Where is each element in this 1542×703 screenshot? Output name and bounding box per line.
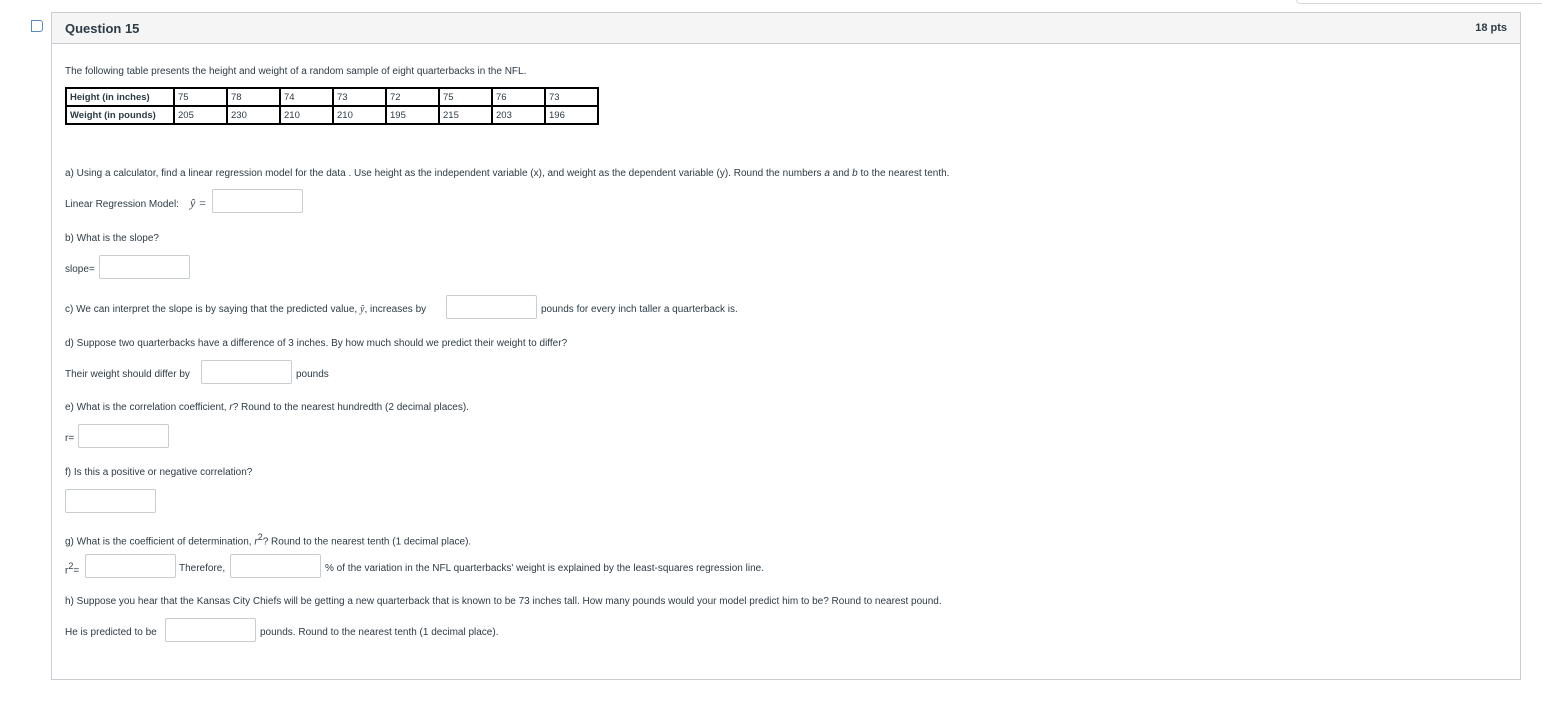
popup-edge	[1296, 0, 1542, 4]
yhat-symbol: ŷ	[359, 304, 365, 315]
part-a-text: to the nearest tenth.	[857, 168, 950, 179]
therefore-label: Therefore,	[179, 563, 226, 574]
table-cell: 73	[545, 88, 598, 106]
superscript-2: 2	[257, 532, 263, 542]
part-a-text: and	[829, 168, 853, 179]
part-e-text: e) What is the correlation coefficient,	[65, 402, 230, 413]
predicted-weight-input[interactable]	[165, 618, 256, 642]
question-card	[51, 12, 1521, 680]
r-squared-input[interactable]	[85, 554, 176, 578]
regression-model-input[interactable]	[212, 189, 303, 213]
variation-percent-input[interactable]	[230, 554, 321, 578]
intro-text: The following table presents the height and weight of a random sample of eight quarterbacks in the NFL.	[65, 66, 527, 77]
pounds-label: pounds	[296, 369, 329, 380]
slope-input[interactable]	[99, 255, 190, 279]
table-cell: 76	[492, 88, 545, 106]
data-table	[65, 87, 599, 125]
part-g-text: g) What is the coefficient of determination,	[65, 536, 255, 548]
table-cell: 73	[333, 88, 386, 106]
part-c-after: pounds for every inch taller a quarterback is.	[541, 304, 738, 315]
part-b-question: b) What is the slope?	[65, 233, 159, 244]
correlation-direction-input[interactable]	[65, 489, 156, 513]
table-cell: 203	[492, 106, 545, 124]
table-cell: 210	[333, 106, 386, 124]
table-cell: 230	[227, 106, 280, 124]
var-r: r	[254, 536, 258, 548]
table-cell: 75	[174, 88, 227, 106]
weight-differ-label: Their weight should differ by	[65, 369, 190, 380]
var-b: b	[852, 168, 858, 179]
table-cell: 215	[439, 106, 492, 124]
part-c-text: c) We can interpret the slope is by saying that the predicted value,	[65, 304, 360, 315]
bookmark-flag-icon[interactable]	[31, 20, 43, 32]
part-a-text: a) Using a calculator, find a linear regression model for the data . Use height as the independent variable (x), and weight as the dependent variable (y). Round the numbers	[65, 168, 825, 179]
r-label-text: r	[65, 565, 69, 577]
part-g-after: % of the variation in the NFL quarterbacks' weight is explained by the least-squares regression line.	[325, 563, 764, 574]
part-d-question: d) Suppose two quarterbacks have a difference of 3 inches. By how much should we predict their weight to differ?	[65, 338, 568, 349]
part-e-question	[65, 402, 469, 413]
table-cell: 74	[280, 88, 333, 106]
part-c-text: , increases by	[364, 304, 427, 315]
correlation-coefficient-input[interactable]	[78, 424, 169, 448]
part-f-question: f) Is this a positive or negative correlation?	[65, 467, 253, 478]
r-label: r=	[65, 433, 75, 444]
table-cell: 75	[439, 88, 492, 106]
weight-difference-input[interactable]	[201, 360, 292, 384]
part-h-question: h) Suppose you hear that the Kansas City Chiefs will be getting a new quarterback that is known to be 73 inches tall. How many pounds would your model predict him to be? Round to nearest pound.	[65, 596, 942, 607]
model-label: Linear Regression Model:	[65, 199, 179, 210]
question-points: 18 pts	[1475, 22, 1507, 34]
table-cell: 196	[545, 106, 598, 124]
table-cell: 195	[386, 106, 439, 124]
slope-interpretation-input[interactable]	[446, 295, 537, 319]
part-c-question	[65, 304, 426, 315]
question-header	[52, 13, 1520, 44]
var-a: a	[824, 168, 830, 179]
table-cell: 72	[386, 88, 439, 106]
part-g-text: ? Round to the nearest tenth (1 decimal place).	[262, 536, 472, 548]
part-a-question	[65, 168, 949, 179]
predicted-label: He is predicted to be	[65, 627, 157, 638]
r-squared-label	[65, 561, 79, 576]
row-label-weight: Weight (in pounds)	[66, 106, 174, 124]
table-row-height	[66, 88, 598, 106]
table-cell: 78	[227, 88, 280, 106]
slope-label: slope=	[65, 264, 95, 275]
row-label-height: Height (in inches)	[66, 88, 174, 106]
part-g-question	[65, 532, 471, 547]
table-cell: 205	[174, 106, 227, 124]
var-r: r	[229, 402, 233, 413]
table-row-weight	[66, 106, 598, 124]
equals-sign: =	[73, 565, 80, 577]
yhat-symbol: ŷ =	[190, 196, 207, 210]
yhat-equals	[190, 196, 206, 211]
superscript-2: 2	[68, 561, 74, 571]
part-h-after: pounds. Round to the nearest tenth (1 decimal place).	[260, 627, 499, 638]
table-cell: 210	[280, 106, 333, 124]
part-e-text: ? Round to the nearest hundredth (2 decimal places).	[232, 402, 469, 413]
question-title: Question 15	[65, 21, 140, 36]
